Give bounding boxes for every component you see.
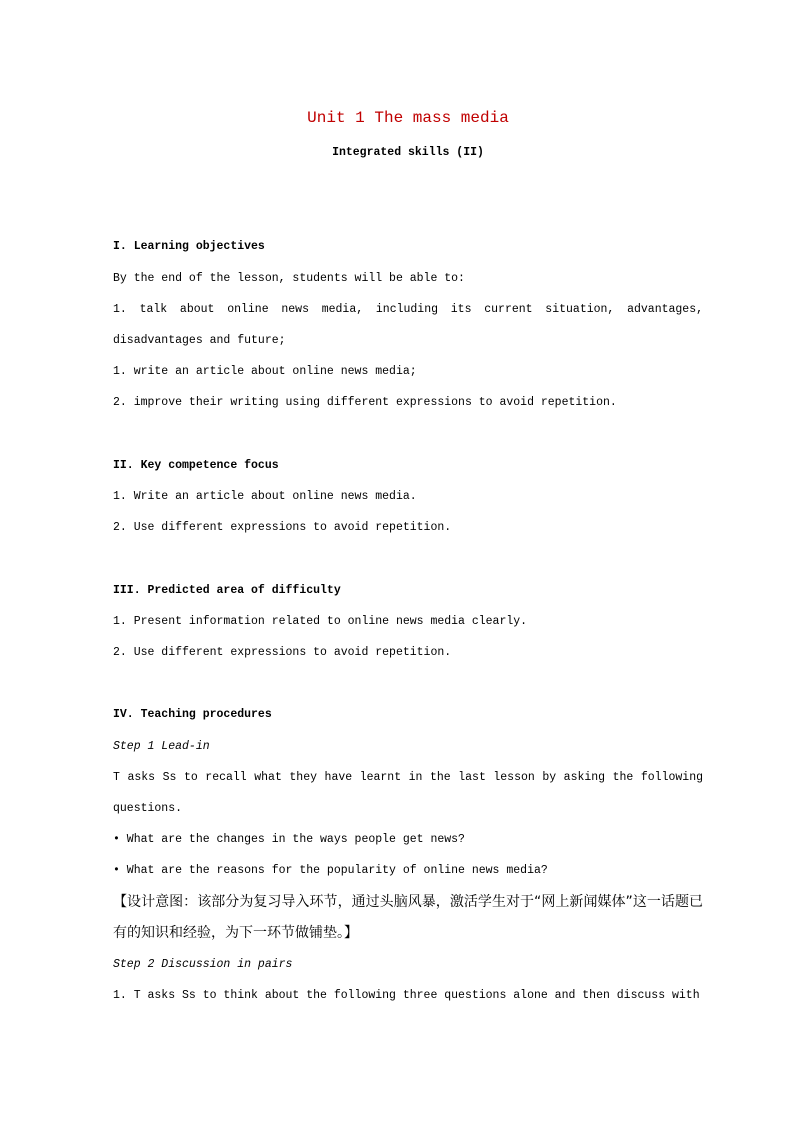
- paragraph-line: T asks Ss to recall what they have learnt in the last lesson by asking the following questions.: [113, 770, 703, 815]
- document-body: [113, 231, 703, 1011]
- objective-item: 1. write an article about online news media;: [113, 365, 417, 379]
- section-heading: III. Predicted area of difficulty: [113, 583, 341, 597]
- difficulty-item: 2. Use different expressions to avoid repetition.: [113, 646, 452, 659]
- document-title: Unit 1 The mass media: [307, 109, 509, 127]
- step-title: Step 2 Discussion in pairs: [113, 958, 293, 972]
- objective-item: 1. talk about online news media, including its current situation, advantages, disadvantages and future;: [113, 302, 703, 347]
- section-predicted-difficulty: [113, 575, 703, 669]
- section-heading: II. Key competence focus: [113, 458, 279, 472]
- difficulty-item: 1. Present information related to online news media clearly.: [113, 614, 528, 628]
- bullet-question: • What are the changes in the ways people get news?: [113, 833, 465, 847]
- objective-item: 2. improve their writing using different expressions to avoid repetition.: [113, 396, 617, 410]
- section-teaching-procedures: [113, 699, 703, 1011]
- section-learning-objectives: [113, 231, 703, 418]
- paragraph-line: By the end of the lesson, students will be able to:: [113, 271, 465, 285]
- bullet-question: • What are the reasons for the popularity of online news media?: [113, 864, 548, 878]
- step-title: Step 1 Lead-in: [113, 739, 210, 753]
- document-subtitle: Integrated skills (II): [332, 146, 484, 159]
- competence-item: 2. Use different expressions to avoid repetition.: [113, 521, 452, 535]
- design-intent-note: 【设计意图：该部分为复习导入环节，通过头脑风暴，激活学生对于“网上新闻媒体”这一话题已有的知识和经验，为下一环节做铺垫。】: [113, 893, 703, 941]
- section-heading: I. Learning objectives: [113, 240, 265, 254]
- paragraph-line: 1. T asks Ss to think about the following three questions alone and then discuss with: [113, 989, 700, 1003]
- competence-item: 1. Write an article about online news media.: [113, 490, 417, 503]
- section-heading: IV. Teaching procedures: [113, 708, 272, 722]
- section-key-competence: [113, 450, 703, 544]
